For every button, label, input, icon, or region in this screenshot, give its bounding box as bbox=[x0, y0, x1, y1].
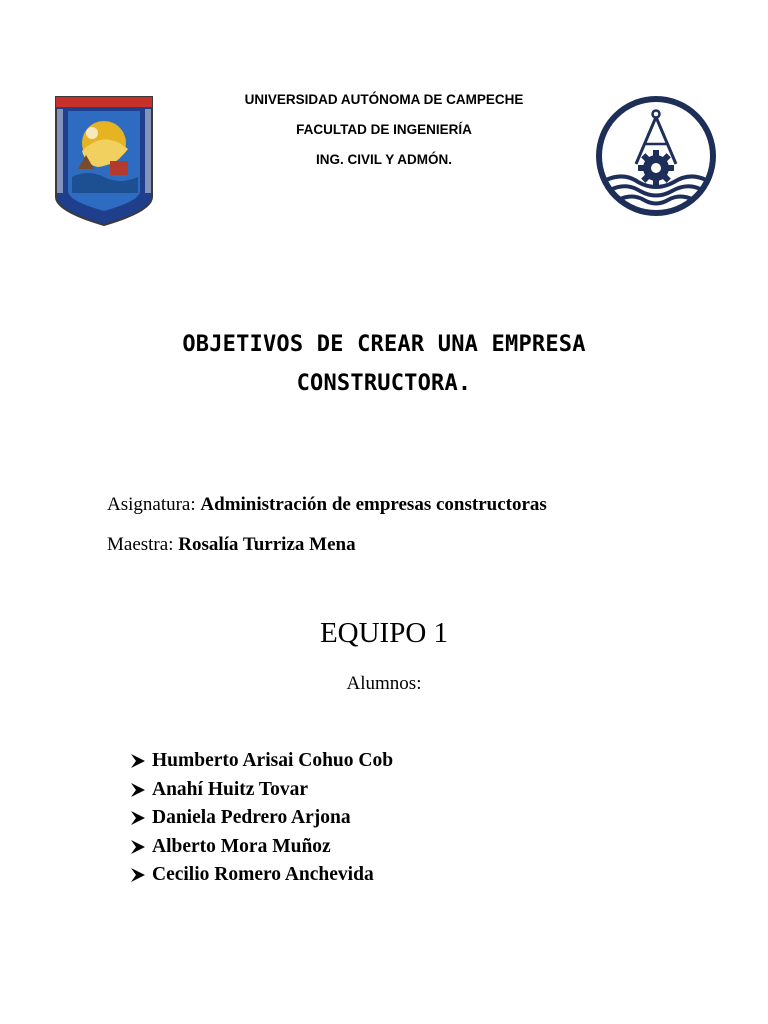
arrow-bullet-icon bbox=[128, 752, 152, 770]
university-name: UNIVERSIDAD AUTÓNOMA DE CAMPECHE bbox=[244, 92, 524, 107]
program-name: ING. CIVIL Y ADMÓN. bbox=[315, 152, 453, 167]
list-item bbox=[128, 833, 393, 862]
document-title-line-1: OBJETIVOS DE CREAR UNA EMPRESA bbox=[182, 332, 586, 357]
student-name: Alberto Mora Muñoz bbox=[152, 835, 331, 857]
arrow-bullet-icon bbox=[128, 809, 152, 827]
student-name: Anahí Huitz Tovar bbox=[152, 778, 309, 800]
document-title-line-2: CONSTRUCTORA. bbox=[296, 371, 472, 396]
subject-label: Asignatura: bbox=[107, 494, 196, 515]
list-item bbox=[128, 776, 393, 805]
faculty-name: FACULTAD DE INGENIERÍA bbox=[296, 122, 472, 137]
student-name: Daniela Pedrero Arjona bbox=[152, 807, 351, 829]
students-label: Alumnos: bbox=[346, 673, 422, 694]
list-item bbox=[128, 747, 393, 776]
student-name: Cecilio Romero Anchevida bbox=[152, 864, 374, 886]
teacher-line bbox=[107, 534, 356, 556]
arrow-bullet-icon bbox=[128, 866, 152, 884]
subject-line bbox=[107, 494, 547, 516]
list-item bbox=[128, 861, 393, 890]
team-name: EQUIPO 1 bbox=[319, 617, 449, 649]
teacher-value: Rosalía Turriza Mena bbox=[178, 534, 356, 555]
student-name: Humberto Arisai Cohuo Cob bbox=[152, 750, 394, 772]
arrow-bullet-icon bbox=[128, 781, 152, 799]
subject-value: Administración de empresas constructoras bbox=[200, 494, 547, 515]
list-item bbox=[128, 804, 393, 833]
arrow-bullet-icon bbox=[128, 838, 152, 856]
student-list bbox=[128, 747, 393, 890]
teacher-label: Maestra: bbox=[107, 534, 174, 555]
